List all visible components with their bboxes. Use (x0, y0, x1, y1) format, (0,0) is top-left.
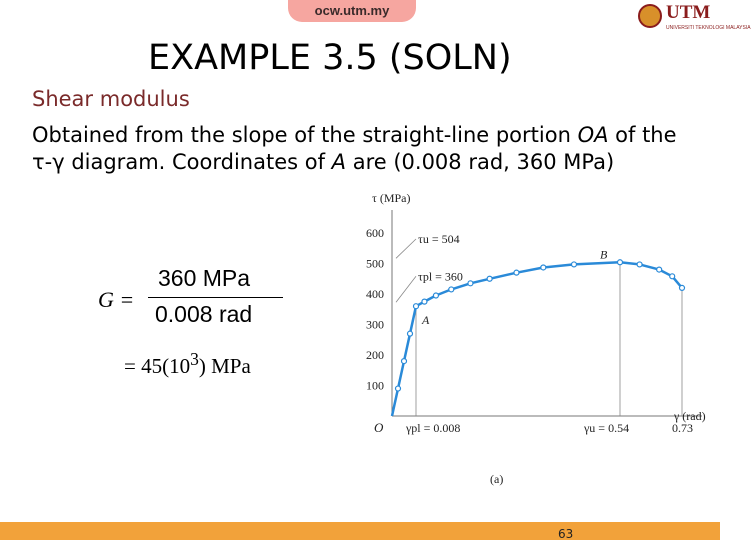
data-point (657, 267, 662, 272)
data-point (468, 281, 473, 286)
data-point (571, 262, 576, 267)
body-text-3: are (0.008 rad, 360 MPa) (346, 150, 615, 174)
leader-tau-pl (396, 276, 416, 302)
body-a: A (331, 150, 347, 174)
stress-strain-curve (392, 262, 682, 416)
data-point (433, 293, 438, 298)
chart-caption: (a) (490, 472, 504, 486)
data-point (422, 299, 427, 304)
data-point (487, 276, 492, 281)
data-point (541, 265, 546, 270)
logo-subtext: UNIVERSITI TEKNOLOGI MALAYSIA (666, 25, 751, 31)
body-text-1: Obtained from the slope of the straight-line portion (32, 123, 578, 147)
annotation-tau-pl: τpl = 360 (418, 269, 463, 284)
fraction-bar (148, 297, 283, 298)
data-point (414, 304, 419, 309)
point-a-label: A (422, 313, 430, 328)
data-point (637, 262, 642, 267)
y-axis-label: τ (MPa) (372, 191, 411, 205)
x-label-0-73: 0.73 (672, 421, 693, 435)
result-base: = 45(10 (124, 354, 191, 378)
data-point (449, 287, 454, 292)
utm-logo (636, 2, 751, 34)
y-tick-label: 400 (366, 287, 384, 301)
y-tick-label: 600 (366, 226, 384, 240)
seal-icon (638, 4, 662, 28)
y-tick-label: 100 (366, 378, 384, 393)
tau-gamma-diagram (340, 180, 710, 490)
result-exponent: 3 (190, 349, 199, 369)
shear-modulus-formula (98, 265, 298, 378)
y-tick-label: 200 (366, 348, 384, 362)
site-banner (288, 0, 416, 22)
slide-subtitle: Shear modulus (32, 87, 190, 111)
data-point (402, 359, 407, 364)
annotation-tau-u: τu = 504 (418, 232, 460, 246)
formula-lhs: G = (98, 287, 135, 312)
formula-numerator: 360 MPa (158, 265, 251, 291)
body-text-2: of the τ-γ diagram. Coordinates of (32, 123, 677, 174)
y-tick-label: 500 (366, 256, 384, 271)
data-point (670, 274, 675, 279)
site-url: ocw.utm.my (314, 3, 390, 18)
leader-tau-u (396, 239, 416, 258)
data-point (680, 285, 685, 290)
data-point (408, 331, 413, 336)
point-b-label: B (600, 247, 608, 262)
data-point (514, 270, 519, 275)
formula-result (124, 349, 251, 379)
y-tick-label: 300 (366, 317, 384, 332)
origin-label: O (374, 420, 384, 435)
slide-title: EXAMPLE 3.5 (SOLN) (148, 38, 512, 78)
x-label-gamma-u: γu = 0.54 (584, 421, 630, 435)
logo-text: UTM (666, 2, 711, 23)
x-axis-label: γ (rad) (674, 409, 706, 423)
x-label-gamma-pl: γpl = 0.008 (406, 421, 461, 435)
page-number: 63 (558, 527, 574, 541)
footer-bar (0, 522, 720, 540)
slide-body (32, 122, 702, 176)
result-unit: ) MPa (198, 354, 251, 378)
data-point (618, 260, 623, 265)
body-oa: OA (577, 123, 609, 147)
formula-denominator: 0.008 rad (155, 301, 253, 327)
data-point (396, 386, 401, 391)
